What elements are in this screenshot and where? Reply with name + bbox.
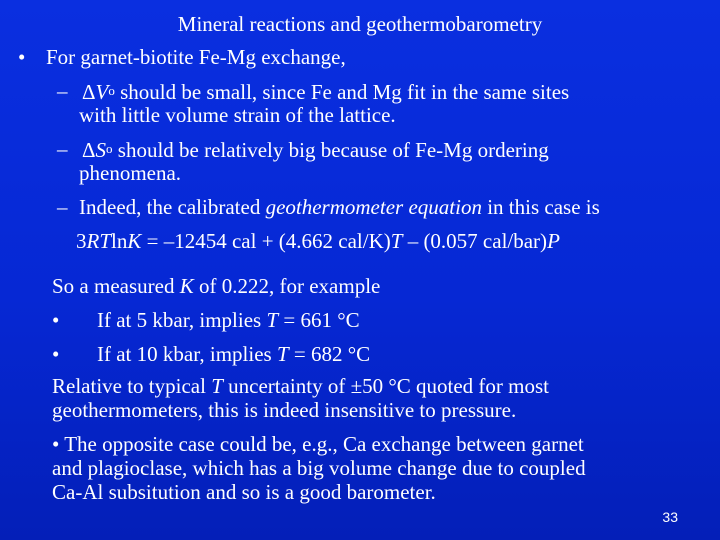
- measured-text: of 0.222, for example: [193, 274, 381, 298]
- bullet-marker: •: [52, 308, 60, 332]
- geothermometer-equation-emphasis: geothermometer equation: [265, 195, 482, 219]
- k-symbol: K: [179, 274, 194, 298]
- sub-bullet-delta-s: [82, 137, 549, 162]
- equation-t: T: [390, 229, 403, 253]
- measured-text: So a measured: [52, 274, 180, 298]
- equation-terms: – (0.057 cal/bar): [402, 229, 548, 253]
- entropy-symbol: S: [95, 138, 107, 162]
- sub-bullet-dash: –: [57, 195, 68, 219]
- relative-text: uncertainty of ±50 °C quoted for most: [222, 374, 550, 398]
- example-10-kbar: [97, 342, 370, 366]
- page-number: 33: [662, 509, 678, 525]
- bullet-marker: •: [52, 342, 60, 366]
- sub-bullet-dash: –: [57, 79, 68, 103]
- example-text: = 682 °C: [288, 342, 371, 366]
- example-5-kbar: [97, 308, 360, 332]
- equation-k: K: [127, 229, 142, 253]
- relative-uncertainty-line: [52, 374, 549, 398]
- t-symbol: T: [211, 374, 223, 398]
- sub-bullet-text: in this case is: [481, 195, 600, 219]
- relative-text: Relative to typical: [52, 374, 212, 398]
- bullet-garnet-biotite: For garnet-biotite Fe-Mg exchange,: [46, 45, 346, 69]
- sub-bullet-calibrated: [79, 195, 600, 219]
- standard-state-superscript: o: [108, 83, 115, 98]
- standard-state-superscript: o: [106, 141, 113, 156]
- geothermometer-equation: [76, 229, 560, 253]
- measured-k-line: [52, 274, 380, 298]
- sub-bullet-text: should be relatively big because of Fe-Mg ordering: [112, 138, 549, 162]
- example-text: = 661 °C: [278, 308, 360, 332]
- t-symbol: T: [266, 308, 279, 332]
- equation-terms: = –12454 cal + (4.662 cal/K): [141, 229, 391, 253]
- sub-bullet-text: Indeed, the calibrated: [79, 195, 266, 219]
- t-symbol: T: [276, 342, 289, 366]
- equation-p: P: [547, 229, 560, 253]
- sub-bullet-delta-v: [82, 79, 569, 104]
- delta-symbol: Δ: [82, 80, 96, 104]
- sub-bullet-text: should be small, since Fe and Mg fit in the same sites: [114, 80, 570, 104]
- equation-rt: RT: [86, 229, 112, 253]
- delta-symbol: Δ: [82, 138, 96, 162]
- sub-bullet-dash: –: [57, 137, 68, 161]
- sub-bullet-continuation: phenomena.: [79, 161, 182, 185]
- opposite-case-line-3: Ca-Al subsitution and so is a good barometer.: [52, 480, 436, 504]
- bullet-marker: •: [18, 45, 26, 69]
- slide-title: Mineral reactions and geothermobarometry: [177, 12, 543, 36]
- sub-bullet-continuation: with little volume strain of the lattice.: [79, 103, 396, 127]
- equation-coefficient: 3: [76, 229, 87, 253]
- example-text: If at 10 kbar, implies: [97, 342, 277, 366]
- opposite-case-line-2: and plagioclase, which has a big volume change due to coupled: [52, 456, 586, 480]
- example-text: If at 5 kbar, implies: [97, 308, 267, 332]
- equation-ln: ln: [111, 229, 128, 253]
- relative-uncertainty-continuation: geothermometers, this is indeed insensitive to pressure.: [52, 398, 517, 422]
- opposite-case-line-1: • The opposite case could be, e.g., Ca exchange between garnet: [52, 432, 584, 456]
- volume-symbol: V: [95, 80, 109, 104]
